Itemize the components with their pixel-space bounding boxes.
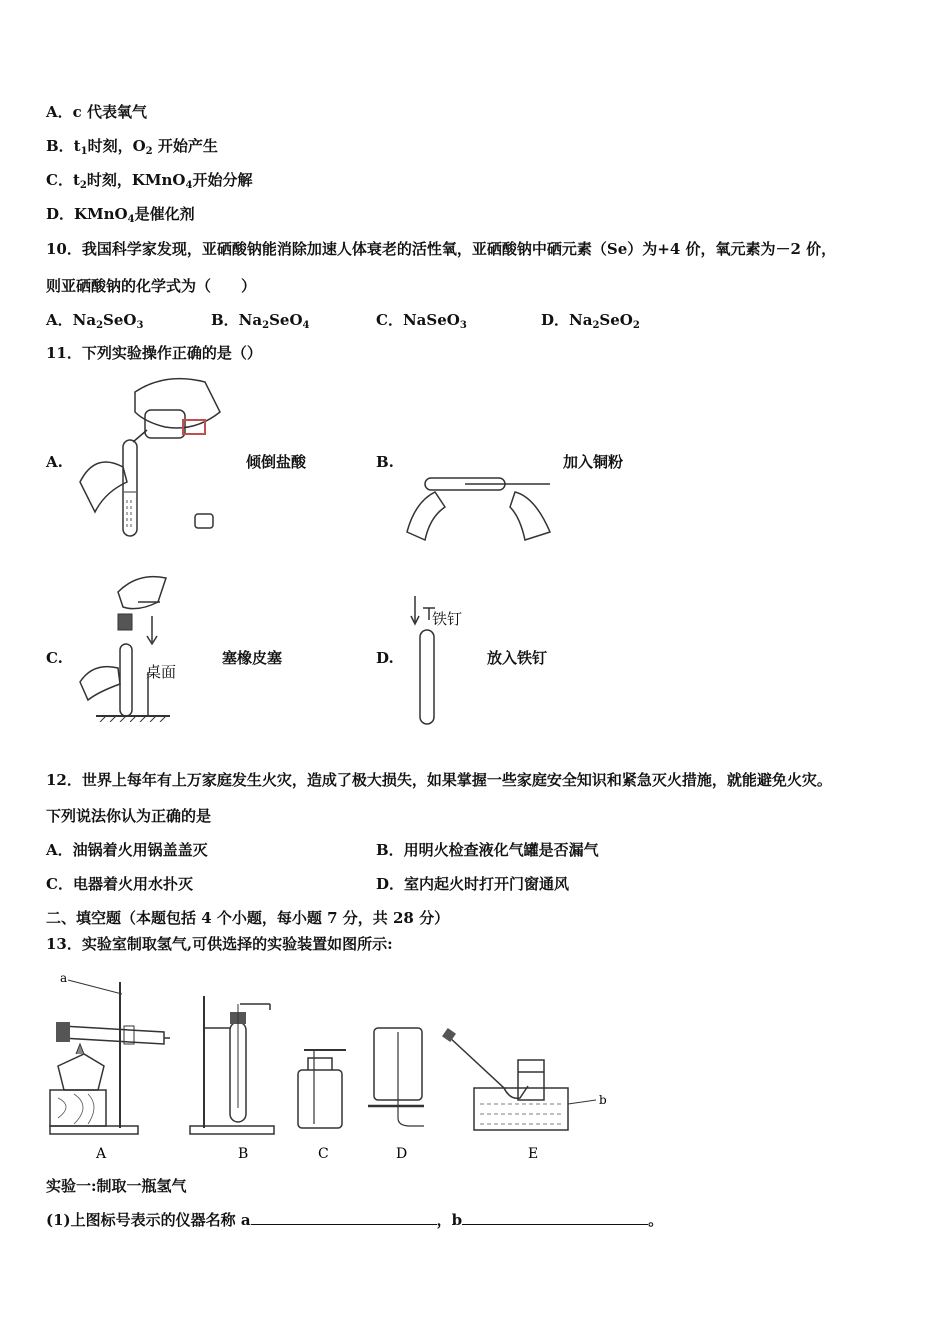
q11-stem: 11．下列实验操作正确的是（） [46, 344, 262, 362]
q13-experiment-title: 实验一:制取一瓶氢气 [46, 1177, 187, 1195]
q12-option-b: B．用明火检查液化气罐是否漏气 [376, 841, 599, 859]
q13-stem: 13．实验室制取氢气,可供选择的实验装置如图所示: [46, 935, 393, 953]
q11-option-c-letter: C. [46, 649, 63, 667]
q11-option-b-caption: 加入铜粉 [563, 453, 624, 471]
pouring-acid-illustration [75, 372, 225, 542]
q13-sub-question-1: (1)上图标号表示的仪器名称 a ，b 。 [46, 1211, 664, 1229]
q12-option-d: D．室内起火时打开门窗通风 [376, 875, 570, 893]
q11-desk-label: 桌面 [146, 663, 177, 681]
q9-option-a: A．c 代表氧气 [46, 103, 147, 121]
q11-option-d-caption: 放入铁钉 [487, 649, 548, 667]
q10-option-a: A．$Na_2SeO_3$ [46, 311, 144, 331]
q10-stem-line1: 10．我国科学家发现，亚硒酸钠能消除加速人体衰老的活性氧，亚硒酸钠中硒元素（Se）为+4 价，氧元素为－2 价， [46, 240, 837, 258]
apparatus-label-c: C [318, 1146, 329, 1162]
apparatus-b [190, 996, 274, 1134]
apparatus-label-d: D [396, 1146, 408, 1162]
q9-option-b: B．$t_1$时刻，$O_2$ 开始产生 [46, 137, 218, 157]
q11-option-c-caption: 塞橡皮塞 [222, 649, 283, 667]
q11-option-b-letter: B. [376, 453, 394, 471]
answer-blank-a[interactable] [251, 1210, 437, 1225]
q9-option-d: D．KMnO$_4$是催化剂 [46, 205, 195, 225]
q12-option-c: C．电器着火用水扑灭 [46, 875, 193, 893]
q12-stem-line1: 12．世界上每年有上万家庭发生火灾，造成了极大损失，如果掌握一些家庭安全知识和紧急灭火措施，就能避免火灾。 [46, 771, 832, 789]
apparatus-label-e: E [528, 1146, 539, 1162]
q10-stem-line2: 则亚硒酸钠的化学式为（ ） [46, 277, 257, 295]
q10-option-c: C．NaSeO$_3$ [376, 311, 467, 331]
section-heading: 二、填空题（本题包括 4 个小题，每小题 7 分，共 28 分） [46, 909, 450, 927]
q10-option-d: D．$Na_2SeO_2$ [541, 311, 640, 331]
apparatus-label-b: B [238, 1146, 249, 1162]
q10-option-b: B．$Na_2SeO_4$ [211, 311, 310, 331]
label-b: b [599, 1093, 607, 1107]
q11-option-d-letter: D. [376, 649, 394, 667]
apparatus-d [368, 1028, 424, 1126]
q9-option-c: C．$t_2$时刻，KMnO$_4$开始分解 [46, 171, 253, 191]
q11-option-a-letter: A. [46, 453, 63, 471]
apparatus-e [442, 1028, 607, 1130]
apparatus-a [50, 971, 170, 1134]
q11-option-a-caption: 倾倒盐酸 [246, 453, 307, 471]
copper-powder-illustration [405, 462, 555, 542]
rubber-stopper-illustration [78, 572, 178, 722]
apparatus-label-a: A [96, 1146, 107, 1162]
q12-stem-line2: 下列说法你认为正确的是 [46, 807, 212, 825]
q12-option-a: A．油锅着火用锅盖盖灭 [46, 841, 208, 859]
label-a: a [60, 971, 68, 985]
hydrogen-apparatus-figure [44, 968, 624, 1164]
answer-blank-b[interactable] [462, 1210, 648, 1225]
apparatus-c [298, 1050, 346, 1128]
q11-nail-label: 铁钉 [432, 610, 463, 628]
